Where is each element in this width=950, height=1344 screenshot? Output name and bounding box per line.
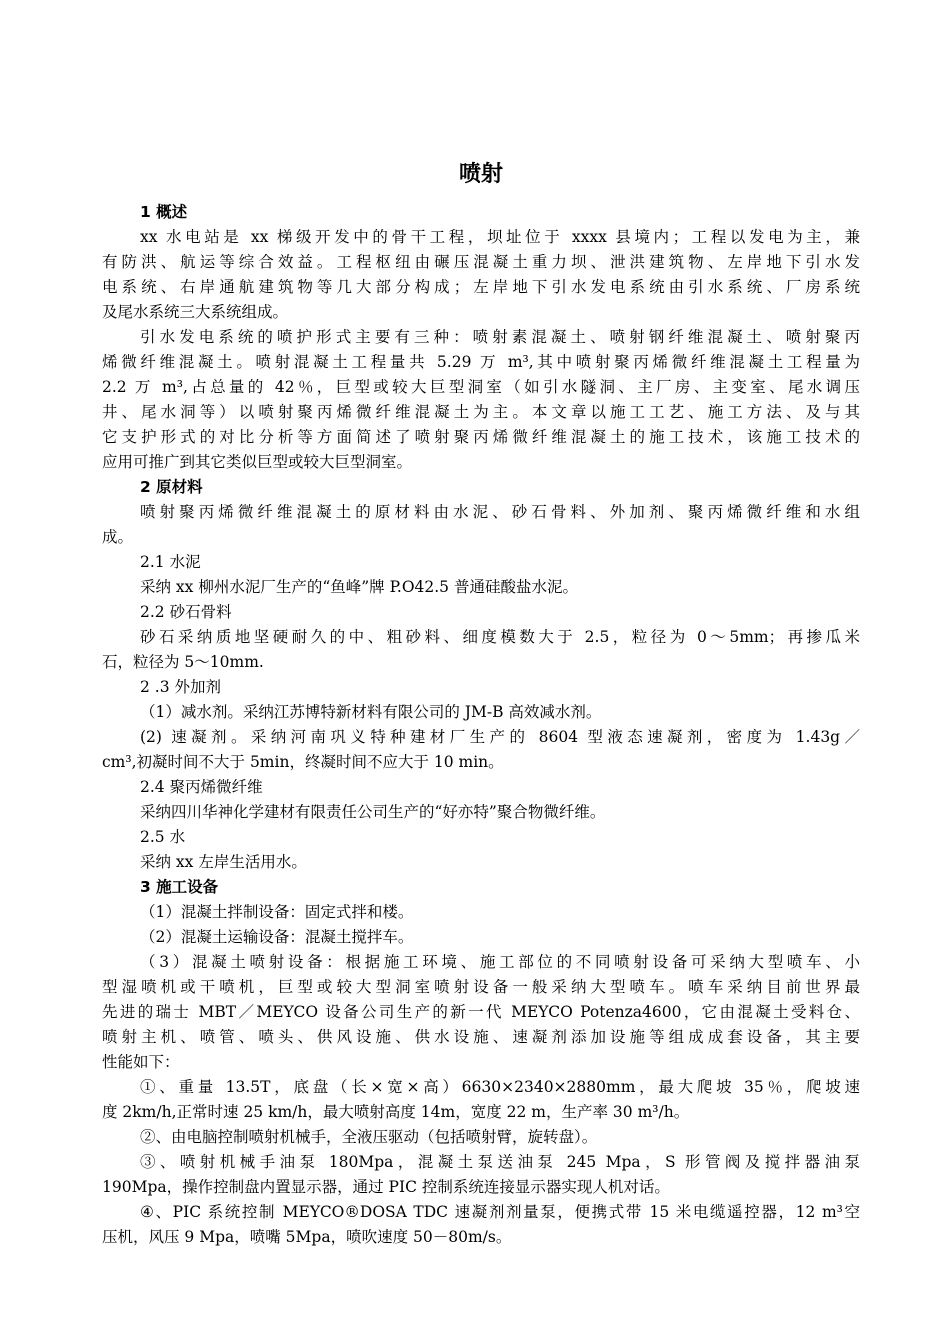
paragraph-line: 喷射聚丙烯微纤维混凝土的原材料由水泥、砂石骨料、外加剂、聚丙烯微纤维和水组 xyxy=(140,503,860,521)
paragraph-line: （3）混凝土喷射设备：根据施工环境、施工部位的不同喷射设备可采纳大型喷车、小 xyxy=(140,953,860,971)
paragraph-line: 井、尾水洞等）以喷射聚丙烯微纤维混凝土为主。本文章以施工工艺、施工方法、及与其 xyxy=(102,403,860,421)
paragraph-line: 石，粒径为 5～10mm. xyxy=(102,653,264,671)
paragraph-line: 2.5 水 xyxy=(140,828,186,846)
paragraph-line: 性能如下： xyxy=(102,1053,180,1071)
document-body xyxy=(102,160,860,1250)
paragraph-line: 它支护形式的对比分析等方面简述了喷射聚丙烯微纤维混凝土的施工技术，该施工技术的 xyxy=(102,428,860,446)
paragraph-line: 喷射主机、喷管、喷头、供风设施、供水设施、速凝剂添加设施等组成成套设备，其主要 xyxy=(102,1028,860,1046)
paragraph-line: ④、PIC 系统控制 MEYCO®DOSA TDC 速凝剂剂量泵，便携式带 15 米电缆遥控器，12 m³空 xyxy=(140,1203,860,1221)
paragraph-line: 型湿喷机或干喷机，巨型或较大型洞室喷射设备一般采纳大型喷车。喷车采纳目前世界最 xyxy=(102,978,860,996)
paragraph-line: cm³,初凝时间不大于 5min，终凝时间不应大于 10 min。 xyxy=(102,753,504,771)
paragraph-line: （2）混凝土运输设备：混凝土搅拌车。 xyxy=(140,928,414,946)
paragraph-line: 成。 xyxy=(102,528,134,546)
paragraph-line: 先进的瑞士 MBT／MEYCO 设备公司生产的新一代 MEYCO Potenza4600，它由混凝土受料仓、 xyxy=(102,1003,860,1021)
paragraph-line: 采纳四川华神化学建材有限责任公司生产的“好亦特”聚合物微纤维。 xyxy=(140,803,606,821)
paragraph-line: ③、喷射机械手油泵 180Mpa，混凝土泵送油泵 245 Mpa，S 形管阀及搅拌器油泵 xyxy=(140,1153,860,1171)
text-lines xyxy=(102,200,860,1250)
paragraph-line: (2) 速凝剂。采纳河南巩义特种建材厂生产的 8604 型液态速凝剂，密度为 1.43g／ xyxy=(140,728,860,746)
section-heading: 1 概述 xyxy=(140,203,188,221)
paragraph-line: 2 .3 外加剂 xyxy=(140,678,222,696)
paragraph-line: 2.2 砂石骨料 xyxy=(140,603,232,621)
paragraph-line: 应用可推广到其它类似巨型或较大巨型洞室。 xyxy=(102,453,413,471)
paragraph-line: 引水发电系统的喷护形式主要有三种：喷射素混凝土、喷射钢纤维混凝土、喷射聚丙 xyxy=(140,328,860,346)
paragraph-line: 度 2km/h,正常时速 25 km/h，最大喷射高度 14m，宽度 22 m，生产率 30 m³/h。 xyxy=(102,1103,690,1121)
paragraph-line: 2.1 水泥 xyxy=(140,553,201,571)
paragraph-line: xx 水电站是 xx 梯级开发中的骨干工程，坝址位于 xxxx 县境内；工程以发电为主，兼 xyxy=(140,228,860,246)
paragraph-line: 烯微纤维混凝土。喷射混凝土工程量共 5.29 万 m³,其中喷射聚丙烯微纤维混凝土工程量为 xyxy=(102,353,860,371)
paragraph-line: 采纳 xx 柳州水泥厂生产的“鱼峰”牌 P.O42.5 普通硅酸盐水泥。 xyxy=(140,578,578,596)
paragraph-line: 有防洪、航运等综合效益。工程枢纽由碾压混凝土重力坝、泄洪建筑物、左岸地下引水发 xyxy=(102,253,860,271)
document-title: 喷射 xyxy=(458,162,503,187)
paragraph-line: 190Mpa，操作控制盘内置显示器，通过 PIC 控制系统连接显示器实现人机对话。 xyxy=(102,1178,670,1196)
paragraph-line: ②、由电脑控制喷射机械手，全液压驱动（包括喷射臂，旋转盘）。 xyxy=(140,1128,598,1146)
paragraph-line: 2.4 聚丙烯微纤维 xyxy=(140,778,263,796)
paragraph-line: ①、重量 13.5T，底盘（长×宽×高）6630×2340×2880mm，最大爬坡 35％，爬坡速 xyxy=(140,1078,860,1096)
paragraph-line: （1）减水剂。采纳江苏博特新材料有限公司的 JM-B 高效减水剂。 xyxy=(140,703,602,721)
paragraph-line: （1）混凝土拌制设备：固定式拌和楼。 xyxy=(140,903,414,921)
paragraph-line: 压机，风压 9 Mpa，喷嘴 5Mpa，喷吹速度 50－80m/s。 xyxy=(102,1228,512,1246)
section-heading: 3 施工设备 xyxy=(140,878,219,896)
paragraph-line: 及尾水系统三大系统组成。 xyxy=(102,303,289,321)
paragraph-line: 2.2 万 m³,占总量的 42％，巨型或较大巨型洞室（如引水隧洞、主厂房、主变室、尾水调压 xyxy=(102,378,860,396)
section-heading: 2 原材料 xyxy=(140,478,203,496)
paragraph-line: 采纳 xx 左岸生活用水。 xyxy=(140,853,307,871)
paragraph-line: 电系统、右岸通航建筑物等几大部分构成；左岸地下引水发电系统由引水系统、厂房系统 xyxy=(102,278,860,296)
paragraph-line: 砂石采纳质地坚硬耐久的中、粗砂料、细度模数大于 2.5，粒径为 0～5mm；再掺瓜米 xyxy=(140,628,860,646)
